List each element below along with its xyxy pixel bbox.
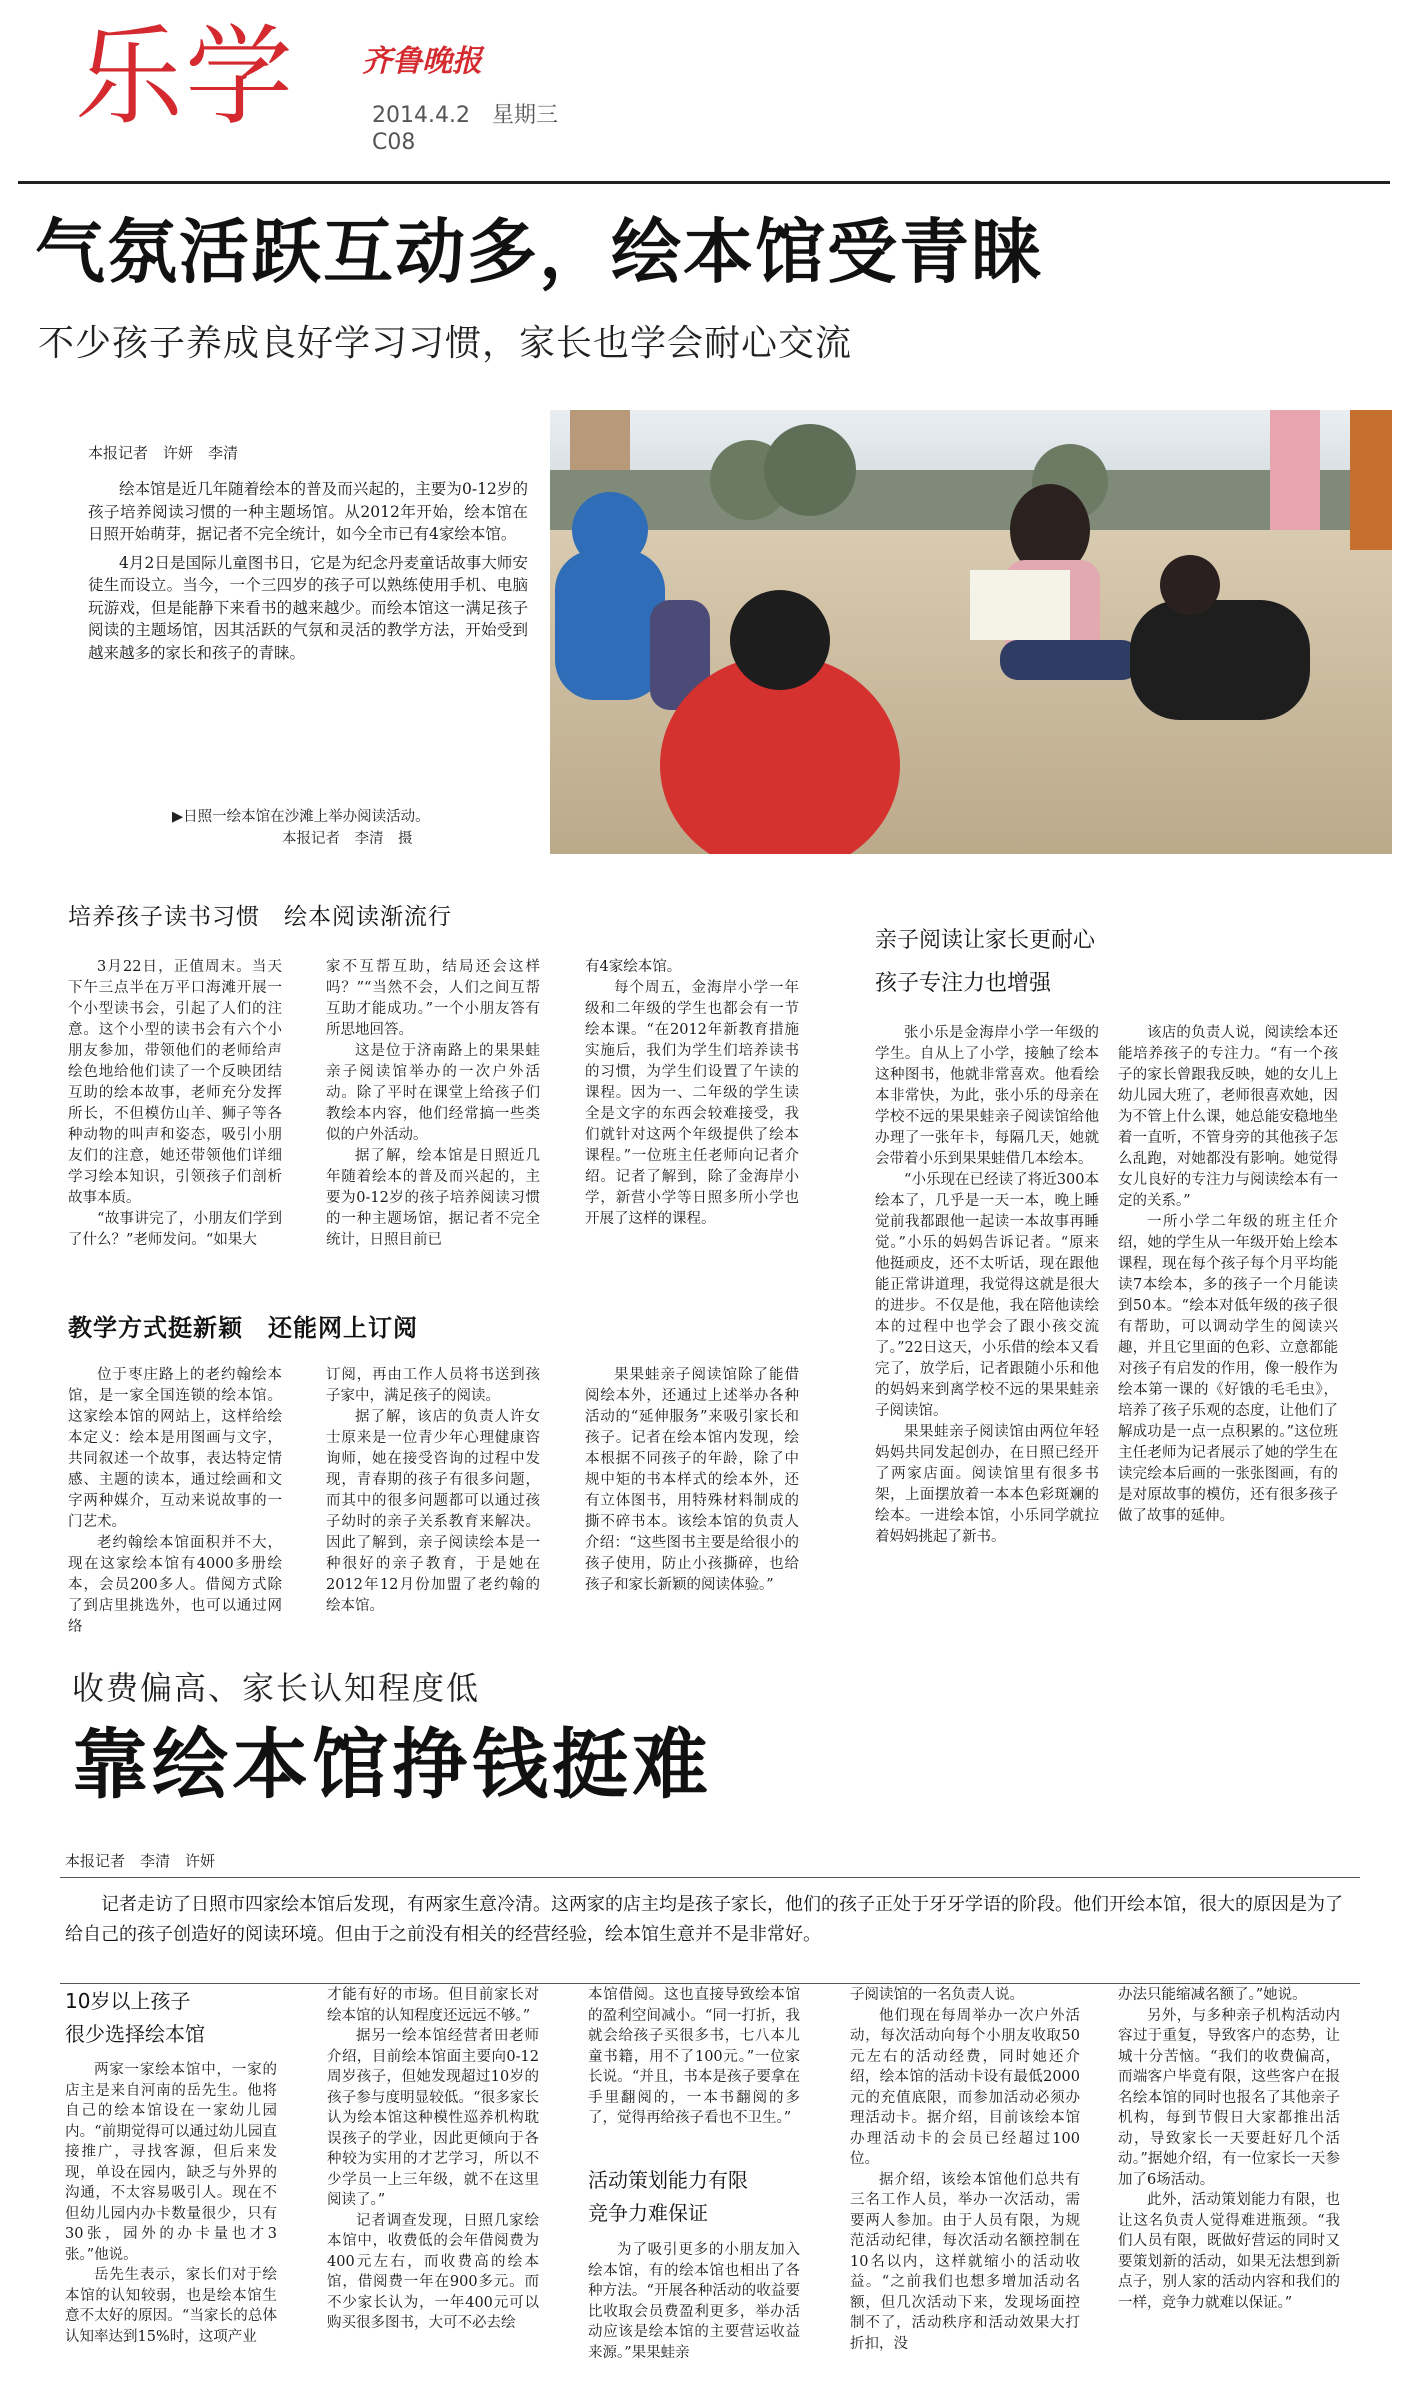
- lead-rule: [60, 1983, 1360, 1984]
- bottom-kicker: 收费偏高、家长认知程度低: [72, 1669, 481, 1707]
- section1-col2: [326, 957, 540, 1251]
- paragraph: 位于枣庄路上的老约翰绘本馆，是一家全国连锁的绘本馆。这家绘本馆的网站上，这样给绘本定义：绘本是用图画与文字，共同叙述一个故事，表达特定情感、主题的读本，通过绘画和文字两种媒介，互动来说故事的一门艺术。: [68, 1367, 282, 1530]
- section-heading: 培养孩子读书习惯 绘本阅读渐流行: [68, 904, 452, 930]
- section2-col2: [326, 1365, 540, 1617]
- subheading-line2: 很少选择绘本馆: [65, 2022, 205, 2046]
- issue-date: 2014.4.2 星期三: [372, 103, 558, 128]
- masthead-rule: [18, 181, 1390, 184]
- section2-col1: [68, 1365, 282, 1638]
- photo-caption-block: [172, 806, 502, 850]
- subheading-line1: 活动策划能力有限: [588, 2168, 748, 2192]
- beach-reading-photo: [550, 410, 1392, 854]
- paragraph: “故事讲完了，小朋友们学到了什么？”老师发问。“如果大: [68, 1211, 282, 1248]
- intro-byline: 本报记者 许妍 李清: [88, 444, 239, 462]
- sub-headline: 不少孩子养成良好学习习惯，家长也学会耐心交流: [38, 323, 853, 364]
- paragraph: 为了吸引更多的小朋友加入绘本馆，有的绘本馆也相出了各种方法。“开展各种活动的收益要比收取会员费盈利更多，举办活动应该是绘本馆的主要营运收益来源。”果果蛙亲: [588, 2242, 800, 2361]
- paragraph: 家不互帮互助，结局还会这样吗？”“当然不会，人们之间互帮互助才能成功。”一个小朋友答有所思地回答。: [326, 959, 540, 1038]
- paragraph: 据了解，绘本馆是日照近几年随着绘本的普及而兴起的，主要为0-12岁的孩子培养阅读习惯的一种主题场馆，据记者不完全统计，日照目前已: [326, 1148, 540, 1248]
- section-heading-line1: 亲子阅读让家长更耐心: [875, 928, 1096, 953]
- paragraph: 此外，活动策划能力有限，也让这名负责人觉得难进瓶颈。“我们人员有限，既做好营运的同时又要策划新的活动，如果无法想到新点子，别人家的活动内容和我们的一样，竞争力就难以保证。”: [1118, 2192, 1340, 2311]
- story-photo: [550, 410, 1392, 854]
- bottom-col4: [850, 1985, 1080, 2354]
- bottom-col3: [588, 1985, 800, 2129]
- paragraph: 据介绍，该绘本馆他们总共有三名工作人员，举办一次活动，需要两人参加。由于人员有限，为规范活动纪律，每次活动名额控制在10名以内，这样就缩小的活动收益。“之前我们也想多增加活动名额，但几次活动下来，发现场面控制不了，活动秩序和活动效果大打折扣，没: [850, 2171, 1080, 2352]
- bottom-col1: [65, 2060, 277, 2347]
- newspaper-logo: 齐鲁晚报: [362, 44, 482, 79]
- paragraph: 一所小学二年级的班主任介绍，她的学生从一年级开始上绘本课程，现在每个孩子每个月平均能读7本绘本，多的孩子一个月能读到50本。“绘本对低年级的孩子很有帮助，可以调动学生的阅读兴趣，并且它里面的色彩、立意都能对孩子有启发的作用，像一般作为绘本第一课的《好饿的毛毛虫》，培养了孩子乐观的态度，让他们了解成功是一点一点积累的。”这位班主任老师为记者展示了她的学生在读完绘本后画的一张张图画，有的是对原故事的模仿，还有很多孩子做了故事的延伸。: [1118, 1214, 1338, 1524]
- photo-credit: 本报记者 李清 摄: [282, 831, 413, 847]
- paragraph: 据了解，该店的负责人许女士原来是一位青少年心理健康咨询师，她在接受咨询的过程中发现，青春期的孩子有很多问题，而其中的很多问题都可以通过孩子幼时的亲子关系教育来解决。因此了解到，亲子阅读绘本是一种很好的亲子教育，于是她在2012年12月份加盟了老约翰的绘本馆。: [326, 1409, 540, 1614]
- paragraph: 张小乐是金海岸小学一年级的学生。自从上了小学，接触了绘本这种图书，他就非常喜欢。他看绘本非常快，为此，张小乐的母亲在学校不远的果果蛙亲子阅读馆给他办理了一张年卡，每隔几天，她就会带着小乐到果果蛙借几本绘本。: [875, 1025, 1099, 1167]
- intro-paragraph: 绘本馆是近几年随着绘本的普及而兴起的，主要为0-12岁的孩子培养阅读习惯的一种主题场馆。从2012年开始，绘本馆在日照开始萌芽，据记者不完全统计，如今全市已有4家绘本馆。: [88, 480, 528, 543]
- bottom-col3b: [588, 2240, 800, 2363]
- paragraph: 该店的负责人说，阅读绘本还能培养孩子的专注力。“有一个孩子的家长曾跟我反映，她的女儿上幼儿园大班了，老师很喜欢她，因为不管上什么课，她总能安稳地坐着一直听，不管身旁的其他孩子怎么乱跑，对她都没有影响。她觉得女儿良好的专注力与阅读绘本有一定的关系。”: [1118, 1025, 1338, 1209]
- paragraph: 两家一家绘本馆中，一家的店主是来自河南的岳先生。他将自己的绘本馆设在一家幼儿园内。“前期觉得可以通过幼儿园直接推广，寻找客源，但后来发现，单设在园内，缺乏与外界的沟通，不太容易吸引人。现在不但幼儿园内办卡数量很少，只有30张，园外的办卡量也才3张。”他说。: [65, 2062, 277, 2263]
- paragraph: 每个周五，金海岸小学一年级和二年级的学生也都会有一节绘本课。“在2012年新教育措施实施后，我们为学生们培养读书的习惯，为学生们设置了午读的课程。因为一、二年级的学生读全是文字的东西会较难接受，我们就针对这两个年级提供了绘本课程。”一位班主任老师向记者介绍。记者了解到，除了金海岸小学，新营小学等日照多所小学也开展了这样的课程。: [585, 980, 799, 1227]
- paragraph: 这是位于济南路上的果果蛙亲子阅读馆举办的一次户外活动。除了平时在课堂上给孩子们教绘本内容，他们经常搞一些类似的户外活动。: [326, 1043, 540, 1143]
- paragraph: “小乐现在已经读了将近300本绘本了，几乎是一天一本，晚上睡觉前我都跟他一起读一本故事再睡觉。”小乐的妈妈告诉记者。“原来他挺顽皮，还不太听话，现在跟他能正常讲道理，我觉得这就是很大的进步。不仅是他，我在陪他读绘本的过程中也学会了跟小孩交流了。”22日这天，小乐借的绘本又看完了，放学后，记者跟随小乐和他的妈妈来到离学校不远的果果蛙亲子阅读馆。: [875, 1172, 1099, 1419]
- paragraph: 办法只能缩减名额了。”她说。: [1118, 1987, 1307, 2003]
- paragraph: 本馆借阅。这也直接导致绘本馆的盈利空间减小。“同一打折，我就会给孩子买很多书，七八本儿童书籍，用不了100元。”一位家长说。“并且，书本是孩子要拿在手里翻阅的，一本书翻阅的多了，觉得再给孩子看也不卫生。”: [588, 1987, 800, 2126]
- paragraph: 果果蛙亲子阅读馆除了能借阅绘本外，还通过上述举办各种活动的“延伸服务”来吸引家长和孩子。记者在绘本馆内发现，绘本根据不同孩子的年龄，除了中规中矩的书本样式的绘本外，还有立体图书，用特殊材料制成的撕不碎书本。该绘本馆的负责人介绍：“这些图书主要是给很小的孩子使用，防止小孩撕碎，也给孩子和家长新颖的阅读体验。”: [585, 1367, 799, 1593]
- bottom-byline: 本报记者 李清 许妍: [65, 1852, 216, 1870]
- section2-col3: [585, 1365, 799, 1596]
- paragraph: 才能有好的市场。但目前家长对绘本馆的认知程度还远远不够。”: [327, 1987, 539, 2024]
- section-title: 乐学: [75, 15, 296, 140]
- intro-paragraph: 4月2日是国际儿童图书日，它是为纪念丹麦童话故事大师安徒生而设立。当今，一个三四岁的孩子可以熟练使用手机、电脑玩游戏，但是能静下来看书的越来越少。而绘本馆这一满足孩子阅读的主题场馆，因其活跃的气氛和灵活的教学方法，开始受到越来越多的家长和孩子的青睐。: [88, 553, 528, 662]
- section-heading-line2: 孩子专注力也增强: [875, 971, 1052, 996]
- bottom-col5: [1118, 1985, 1340, 2313]
- paragraph: 有4家绘本馆。: [585, 959, 682, 975]
- section1-col1: [68, 957, 282, 1251]
- paragraph: 据另一绘本馆经营者田老师介绍，目前绘本馆面主要向0-12周岁孩子，但她发现超过10岁的孩子参与度明显较低。“很多家长认为绘本馆这种模性巡养机构耽误孩子的学业，因此更倾向于各种较为实用的才艺学习，所以不少学员一上三年级，就不在这里阅读了。”: [327, 2028, 539, 2208]
- section3-col2: [1118, 1023, 1338, 1527]
- main-headline: 气氛活跃互动多，绘本馆受青睐: [35, 211, 1043, 293]
- photo-caption: ▶日照一绘本馆在沙滩上举办阅读活动。: [172, 809, 430, 825]
- paragraph: 子阅读馆的一名负责人说。: [850, 1987, 1024, 2003]
- paragraph: 他们现在每周举办一次户外活动，每次活动向每个小朋友收取50元左右的活动经费，同时她还介绍，绘本馆的活动卡设有最低2000元的充值底限，而参加活动必须办理活动卡。据介绍，目前该绘本馆办理活动卡的会员已经超过100位。: [850, 2007, 1080, 2167]
- section1-col3: [585, 957, 799, 1230]
- bottom-lead: 记者走访了日照市四家绘本馆后发现，有两家生意冷清。这两家的店主均是孩子家长，他们的孩子正处于牙牙学语的阶段。他们开绘本馆，很大的原因是为了给自己的孩子创造好的阅读环境。但由于之前没有相关的经营经验，绘本馆生意并不是非常好。: [65, 1894, 1343, 1945]
- paragraph: 另外，与多种亲子机构活动内容过于重复，导致客户的态势，让城十分苦恼。“我们的收费偏高，而端客户毕竟有限，这些客户在报名绘本馆的同时也报名了其他亲子机构，每到节假日大家都推出活动，导致家长一天要赶好几个活动。”据她介绍，有一位家长一天参加了6场活动。: [1118, 2007, 1340, 2188]
- section-heading: 教学方式挺新颖 还能网上订阅: [68, 1314, 418, 1342]
- page-number: C08: [372, 130, 416, 155]
- bottom-col2: [327, 1985, 539, 2334]
- paragraph: 订阅，再由工作人员将书送到孩子家中，满足孩子的阅读。: [326, 1367, 540, 1404]
- paragraph: 岳先生表示，家长们对于绘本馆的认知较弱，也是绘本馆生意不太好的原因。“当家长的总体认知率达到15%时，这项产业: [65, 2267, 277, 2345]
- subheading-line1: 10岁以上孩子: [65, 1989, 191, 2013]
- paragraph: 记者调查发现，日照几家绘本馆中，收费低的会年借阅费为400元左右，而收费高的绘本馆，借阅费一年在900多元。而不少家长认为，一年400元可以购买很多图书，大可不必去绘: [327, 2212, 539, 2331]
- bottom-headline: 靠绘本馆挣钱挺难: [72, 1720, 712, 1809]
- paragraph: 果果蛙亲子阅读馆由两位年轻妈妈共同发起创办，在日照已经开了两家店面。阅读馆里有很多书架，上面摆放着一本本色彩斑斓的绘本。一进绘本馆，小乐同学就拉着妈妈挑起了新书。: [875, 1424, 1099, 1545]
- intro-text: [88, 478, 528, 664]
- section3-col1: [875, 1023, 1099, 1548]
- paragraph: 老约翰绘本馆面积并不大，现在这家绘本馆有4000多册绘本，会员200多人。借阅方式除了到店里挑选外，也可以通过网络: [68, 1535, 282, 1635]
- paragraph: 3月22日，正值周末。当天下午三点半在万平口海滩开展一个小型读书会，引起了人们的注意。这个小型的读书会有六个小朋友参加，带领他们的老师给声绘色地给他们读了一个反映团结互助的绘本故事，老师充分发挥所长，不但模仿山羊、狮子等各种动物的叫声和姿态，吸引小朋友们的注意，她还带领他们详细学习绘本知识，引领孩子们剖析故事本质。: [68, 959, 282, 1206]
- byline-rule: [60, 1877, 1360, 1878]
- subheading-line2: 竞争力难保证: [588, 2201, 708, 2225]
